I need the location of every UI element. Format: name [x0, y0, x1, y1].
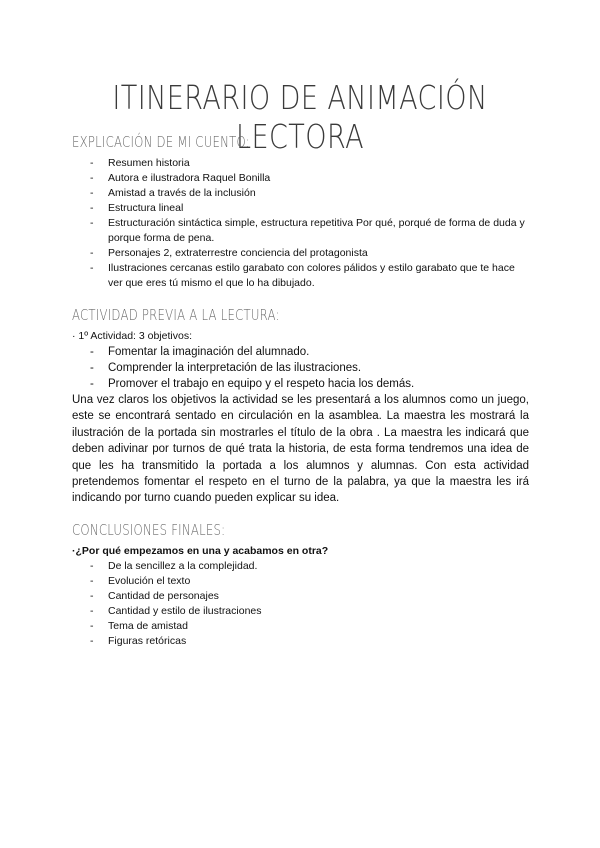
list-item: - Promover el trabajo en equipo y el respeto hacia los demás. — [90, 376, 530, 392]
section-heading-explicacion: EXPLICACIÓN DE MI CUENTO: — [72, 133, 250, 151]
list-item: - Personajes 2, extraterrestre conciencia del protagonista — [90, 246, 530, 261]
list-item: - Figuras retóricas — [90, 634, 530, 649]
conclusion-question: ·¿Por qué empezamos en una y acabamos en otra? — [72, 545, 329, 557]
list-item: - Resumen historia — [90, 156, 530, 171]
section-heading-conclusiones: CONCLUSIONES FINALES: — [72, 521, 226, 539]
objetivos-list — [90, 344, 530, 392]
list-item: - Ilustraciones cercanas estilo garabato con colores pálidos y estilo garabato que te hace ver que eres tú mismo el que lo ha dibujado. — [90, 261, 530, 291]
list-item: - De la sencillez a la complejidad. — [90, 559, 530, 574]
list-item: - Amistad a través de la inclusión — [90, 186, 530, 201]
list-item: - Cantidad de personajes — [90, 589, 530, 604]
list-item: - Estructuración sintáctica simple, estructura repetitiva Por qué, porqué de forma de duda y porque forma de pena. — [90, 216, 530, 246]
list-item: - Fomentar la imaginación del alumnado. — [90, 344, 530, 360]
list-item: - Estructura lineal — [90, 201, 530, 216]
list-item: - Cantidad y estilo de ilustraciones — [90, 604, 530, 619]
conclusiones-list — [90, 559, 530, 649]
list-item: - Tema de amistad — [90, 619, 530, 634]
list-item: - Comprender la interpretación de las ilustraciones. — [90, 360, 530, 376]
section-heading-actividad: ACTIVIDAD PREVIA A LA LECTURA: — [72, 306, 280, 324]
list-item: - Autora e ilustradora Raquel Bonilla — [90, 171, 530, 186]
explicacion-list — [90, 156, 530, 291]
activity-paragraph: Una vez claros los objetivos la actividad se les presentará a los alumnos como un juego, este se encontrará sentado en circulación en la asamblea. La maestra les mostrará la ilustración de la portada sin mostrarles el título de la obra . La maestra les indicará que deben adivinar por turnos de qué trata la historia, de esta forma tendremos una idea de que les ha transmitido la portada a los alumnos y alumnas. Con esta actividad pretendemos fomentar el respeto en el turno de la palabra, ya que la maestra les irá indicando por turno cuando pueden explicar su idea. — [72, 394, 529, 505]
list-item: - Evolución el texto — [90, 574, 530, 589]
activity-intro: · 1º Actividad: 3 objetivos: — [72, 330, 192, 342]
document-title: ITINERARIO DE ANIMACIÓN LECTORA — [112, 78, 488, 156]
